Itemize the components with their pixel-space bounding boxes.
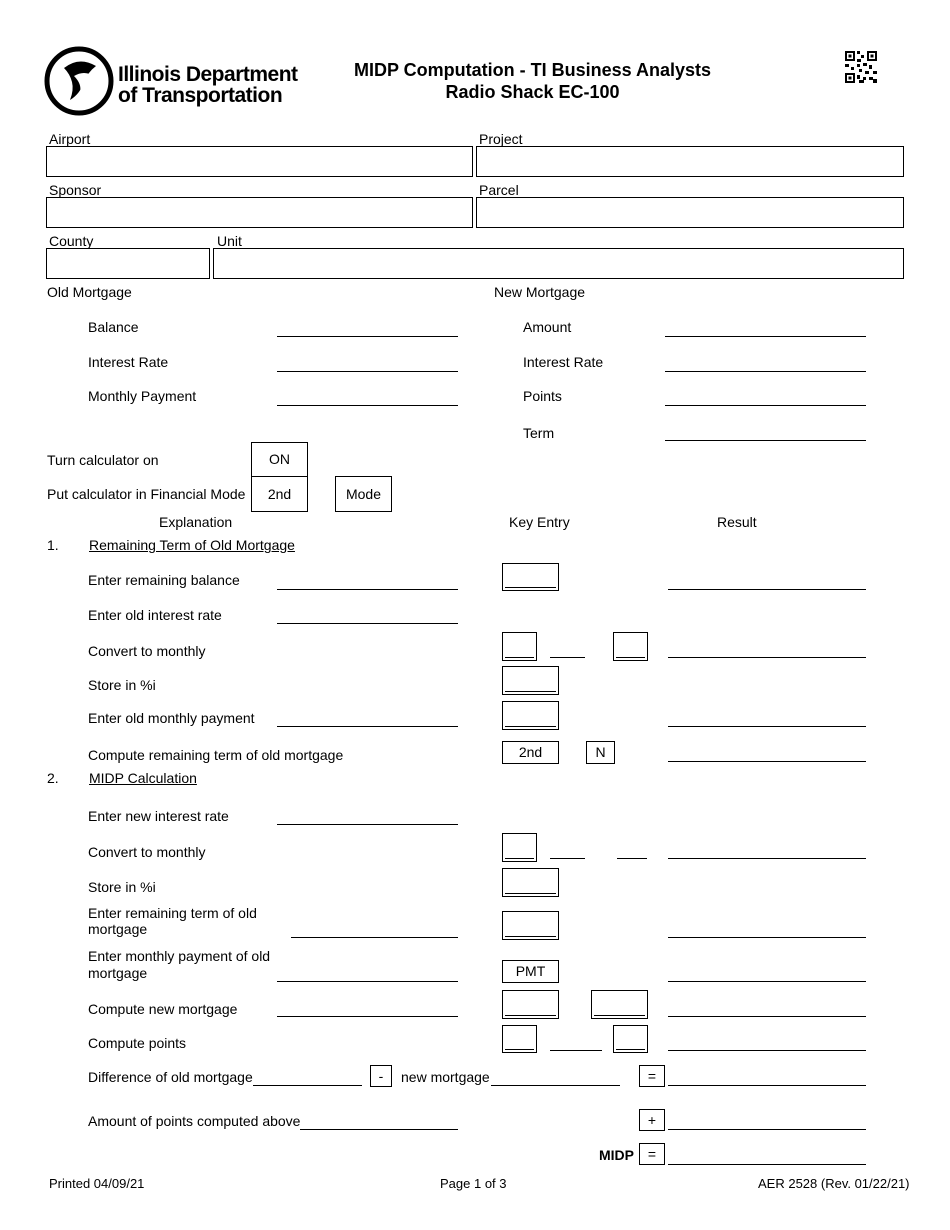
compute-term-result-line[interactable]: [668, 761, 866, 762]
compute-term-label: Compute remaining term of old mortgage: [88, 747, 344, 763]
balance-label: Balance: [88, 319, 139, 335]
compute-new-key-box-b: [591, 990, 648, 1019]
enter-term-label-line2: mortgage: [88, 921, 148, 937]
plus-key: +: [639, 1109, 665, 1131]
compute-new-key-box-a: [502, 990, 559, 1019]
monthly-payment-label: Monthly Payment: [88, 388, 197, 404]
convert-monthly-label-1: Convert to monthly: [88, 643, 206, 659]
monthly-payment-line[interactable]: [277, 405, 458, 406]
balance-line[interactable]: [277, 336, 458, 337]
old-interest-rate-line[interactable]: [277, 371, 458, 372]
unit-field[interactable]: [213, 248, 904, 279]
convert-key-box-1b: [613, 632, 648, 661]
key-entry-header: Key Entry: [509, 514, 570, 530]
convert-result-line-1[interactable]: [668, 657, 866, 658]
project-label: Project: [479, 131, 523, 147]
convert-monthly-label-2: Convert to monthly: [88, 844, 206, 860]
idot-logo-icon: [44, 46, 114, 116]
old-mortgage-heading: Old Mortgage: [47, 284, 132, 300]
enter-old-rate-line[interactable]: [277, 623, 458, 624]
section1-heading: Remaining Term of Old Mortgage: [89, 537, 295, 553]
enter-new-rate-line[interactable]: [277, 824, 458, 825]
balance-key-box: [502, 563, 559, 591]
compute-new-label: Compute new mortgage: [88, 1001, 238, 1017]
section1-number: 1.: [47, 537, 59, 553]
equals-key-1: =: [639, 1065, 665, 1087]
difference-label: Difference of old mortgage: [88, 1069, 253, 1085]
project-field[interactable]: [476, 146, 904, 177]
section2-number: 2.: [47, 770, 59, 786]
enter-new-rate-label: Enter new interest rate: [88, 808, 229, 824]
financial-mode-label: Put calculator in Financial Mode: [47, 486, 246, 502]
compute-points-label: Compute points: [88, 1035, 187, 1051]
turn-on-label: Turn calculator on: [47, 452, 159, 468]
convert-key-box-1a: [502, 632, 537, 661]
midp-label: MIDP: [599, 1147, 634, 1163]
points-label: Points: [523, 388, 562, 404]
county-field[interactable]: [46, 248, 210, 279]
compute-new-line[interactable]: [277, 1016, 458, 1017]
airport-field[interactable]: [46, 146, 473, 177]
store-key-box-1: [502, 666, 559, 695]
on-key: ON: [251, 442, 308, 477]
idot-logo: [44, 46, 114, 116]
convert-result-line-2[interactable]: [668, 858, 866, 859]
explanation-header: Explanation: [159, 514, 233, 530]
difference-old-line[interactable]: [253, 1085, 362, 1086]
enter-payment-label-line1: Enter monthly payment of old: [88, 948, 271, 964]
balance-result-line[interactable]: [668, 589, 866, 590]
midp-result-line[interactable]: [668, 1164, 866, 1165]
term-result-line[interactable]: [668, 937, 866, 938]
unit-label: Unit: [217, 233, 242, 249]
points-amount-result-line[interactable]: [668, 1129, 866, 1130]
compute-points-key-box-b: [613, 1025, 648, 1053]
org-name-line2: of Transportation: [118, 84, 283, 107]
amount-label: Amount: [523, 319, 572, 335]
term-label: Term: [523, 425, 555, 441]
store-label-1: Store in %i: [88, 677, 156, 693]
convert-key-line-2a: [550, 858, 585, 859]
org-name-line1: Illinois Department: [118, 63, 298, 86]
points-amount-line[interactable]: [300, 1129, 458, 1130]
mode-key: Mode: [335, 476, 392, 512]
printed-date: Printed 04/09/21: [49, 1176, 145, 1191]
section2-heading: MIDP Calculation: [89, 770, 197, 786]
page-subtitle: Radio Shack EC-100: [445, 82, 620, 102]
sponsor-field[interactable]: [46, 197, 473, 228]
payment-result-line-1[interactable]: [668, 726, 866, 727]
new-interest-rate-label: Interest Rate: [523, 354, 604, 370]
result-header: Result: [717, 514, 757, 530]
new-mortgage-heading: New Mortgage: [494, 284, 586, 300]
new-interest-rate-line[interactable]: [665, 371, 866, 372]
page-title: MIDP Computation - TI Business Analysts: [353, 60, 712, 80]
compute-points-result-line[interactable]: [668, 1050, 866, 1051]
term-key-box: [502, 911, 559, 940]
enter-balance-label: Enter remaining balance: [88, 572, 240, 588]
sponsor-label: Sponsor: [49, 182, 102, 198]
enter-old-rate-label: Enter old interest rate: [88, 607, 222, 623]
compute-term-2nd-key: 2nd: [502, 741, 559, 764]
points-line[interactable]: [665, 405, 866, 406]
enter-old-payment-label: Enter old monthly payment: [88, 710, 255, 726]
convert-key-line-1: [550, 657, 585, 658]
enter-payment-line[interactable]: [277, 981, 458, 982]
enter-term-line[interactable]: [291, 937, 458, 938]
compute-new-result-line[interactable]: [668, 1016, 866, 1017]
convert-key-box-2: [502, 833, 537, 862]
compute-term-n-key: N: [586, 741, 615, 764]
qr-code-icon: [845, 51, 877, 83]
amount-line[interactable]: [665, 336, 866, 337]
new-mortgage-label: new mortgage: [401, 1069, 490, 1085]
term-line[interactable]: [665, 440, 866, 441]
enter-balance-line[interactable]: [277, 589, 458, 590]
store-label-2: Store in %i: [88, 879, 156, 895]
parcel-label: Parcel: [479, 182, 519, 198]
form-number: AER 2528 (Rev. 01/22/21): [758, 1176, 910, 1191]
airport-label: Airport: [49, 131, 91, 147]
payment-key-box-1: [502, 701, 559, 730]
page-number: Page 1 of 3: [440, 1176, 507, 1191]
equals-key-2: =: [639, 1143, 665, 1165]
county-label: County: [49, 233, 94, 249]
store-key-box-2: [502, 868, 559, 897]
pmt-result-line[interactable]: [668, 981, 866, 982]
difference-new-line[interactable]: [491, 1085, 620, 1086]
pmt-key: PMT: [502, 960, 559, 983]
difference-result-line[interactable]: [668, 1085, 866, 1086]
enter-payment-label-line2: mortgage: [88, 965, 148, 981]
enter-old-payment-line[interactable]: [277, 726, 458, 727]
second-key: 2nd: [251, 476, 308, 512]
compute-points-key-box-a: [502, 1025, 537, 1053]
minus-key: -: [370, 1065, 392, 1087]
parcel-field[interactable]: [476, 197, 904, 228]
compute-points-key-line: [550, 1050, 602, 1051]
convert-key-line-2b: [617, 858, 647, 859]
enter-term-label-line1: Enter remaining term of old: [88, 905, 257, 921]
old-interest-rate-label: Interest Rate: [88, 354, 169, 370]
points-amount-label: Amount of points computed above: [88, 1113, 301, 1129]
